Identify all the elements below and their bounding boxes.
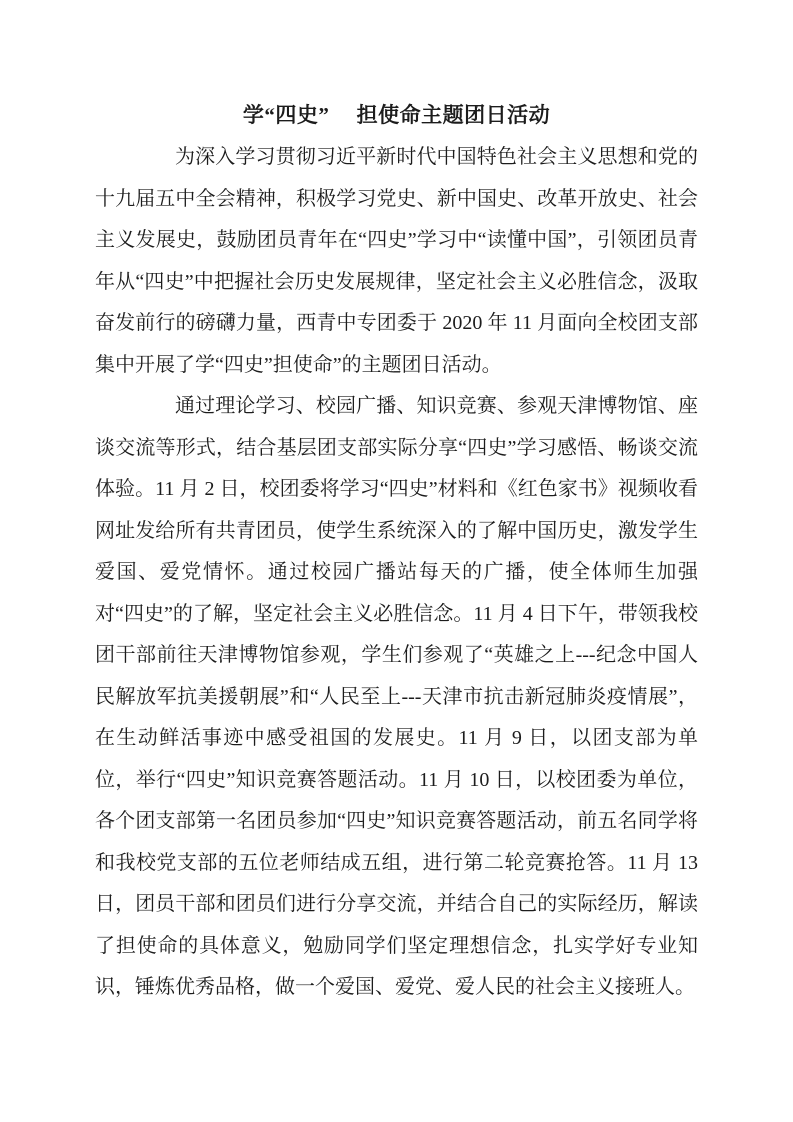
document-content [95,93,698,1009]
paragraph-intro: 为深入学习贯彻习近平新时代中国特色社会主义思想和党的十九届五中全会精神，积极学习党史、新中国史、改革开放史、社会主义发展史，鼓励团员青年在“四史”学习中“读懂中国”，引领团员青年从“四史”中把握社会历史发展规律，坚定社会主义必胜信念，汲取奋发前行的磅礴力量，西青中专团委于 2020 年 11 月面向全校团支部集中开展了学“四史”担使命”的主题团日活动。 [95,146,698,376]
document-title: 学“四史” 担使命主题团日活动 [242,103,551,127]
paragraph-activities: 通过理论学习、校园广播、知识竞赛、参观天津博物馆、座谈交流等形式，结合基层团支部实际分享“四史”学习感悟、畅谈交流体验。11 月 2 日，校团委将学习“四史”材料和《红色家书》视频收看网址发给所有共青团员，使学生系统深入的了解中国历史，激发学生爱国、爱党情怀。通过校园广播站每天的广播，使全体师生加强对“四史”的了解，坚定社会主义必胜信念。11 月 4 日下午，带领我校团干部前往天津博物馆参观，学生们参观了“英雄之上---纪念中国人民解放军抗美援朝展”和“人民至上---天津市抗击新冠肺炎疫情展”，在生动鲜活事迹中感受祖国的发展史。11 月 9 日，以团支部为单位，举行“四史”知识竞赛答题活动。11 月 10 日，以校团委为单位，各个团支部第一名团员参加“四史”知识竞赛答题活动，前五名同学将和我校党支部的五位老师结成五组，进行第二轮竞赛抢答。11 月 13 日，团员干部和团员们进行分享交流，并结合自己的实际经历，解读了担使命的具体意义，勉励同学们坚定理想信念，扎实学好专业知识，锤炼优秀品格，做一个爱国、爱党、爱人民的社会主义接班人。 [95,395,698,998]
